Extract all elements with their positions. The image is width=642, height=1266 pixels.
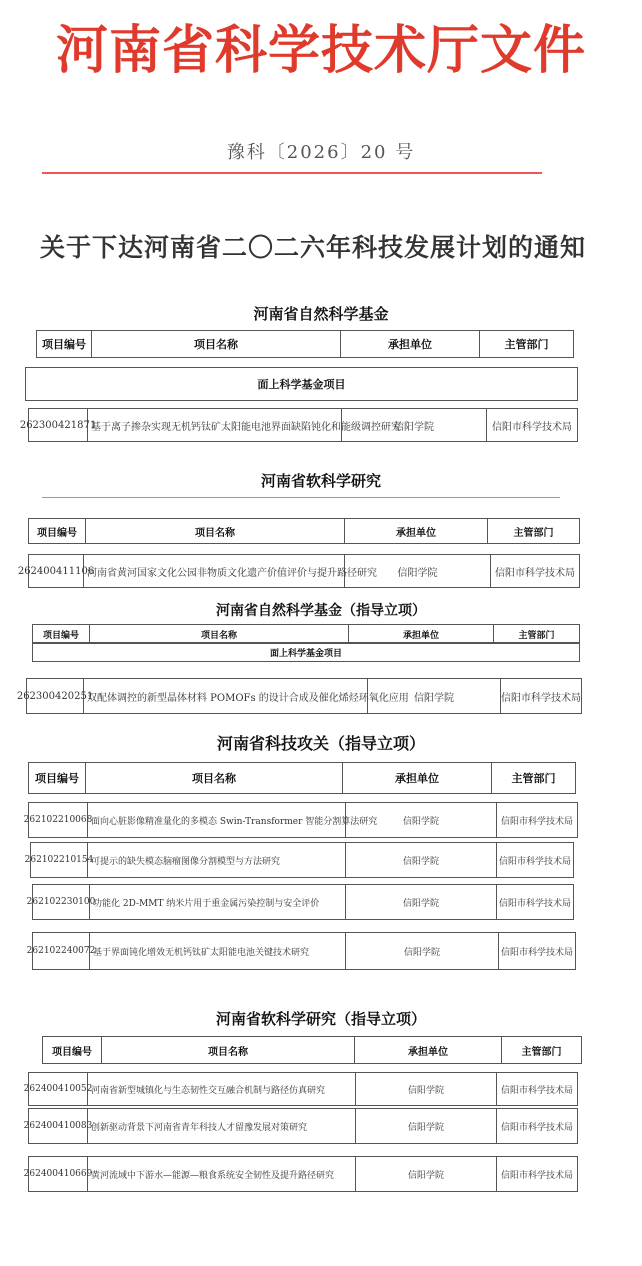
project-unit: 信阳学院 [356,1073,497,1105]
col-header-code: 项目编号 [29,519,86,543]
col-header-code: 项目编号 [29,763,86,793]
col-header-code: 项目编号 [37,331,92,357]
section-title: 河南省自然科学基金 [253,305,389,323]
project-name: 基于界面钝化增效无机钙钛矿太阳能电池关键技术研究 [90,933,346,969]
table-row [23,1156,578,1192]
notice-title: 关于下达河南省二〇二六年科技发展计划的通知 [40,233,587,262]
project-unit: 信阳学院 [346,803,497,837]
agency-title: 河南省科学技术厅文件 [55,21,586,81]
col-header-unit: 承担单位 [345,519,488,543]
section-title: 河南省软科学研究（指导立项） [215,1010,426,1028]
project-name: 功能化 2D-MMT 纳米片用于重金属污染控制与安全评价 [90,885,346,919]
project-code: 262300420251 [27,679,84,713]
col-header-unit: 承担单位 [341,331,480,357]
project-code: 262400410052 [29,1073,88,1105]
project-name: 河南省新型城镇化与生态韧性交互融合机制与路径仿真研究 [88,1073,356,1105]
col-header-unit: 承担单位 [355,1037,502,1063]
table-row [19,408,578,442]
project-name: 双配体调控的新型晶体材料 POMOFs 的设计合成及催化烯烃环氧化应用 [84,679,368,713]
col-header-name: 项目名称 [86,519,345,543]
table-header [36,330,574,358]
project-unit: 信阳学院 [356,1157,497,1191]
table-row [26,932,576,970]
document-number: 豫科〔2026〕20 号 [226,142,416,163]
project-dept: 信阳市科学技术局 [500,1085,573,1096]
category-band: 面上科学基金项目 [25,367,578,401]
project-unit: 信阳学院 [346,885,497,919]
section-divider [42,497,560,498]
section-title: 河南省科技攻关（指导立项） [216,734,425,753]
table-header [42,1036,582,1064]
table-row [23,1108,578,1144]
col-header-name: 项目名称 [92,331,341,357]
col-header-dept: 主管部门 [504,338,549,351]
table-row [23,1072,578,1106]
project-dept: 信阳市科学技术局 [500,947,573,958]
col-header-dept: 主管部门 [518,630,555,641]
project-unit: 信阳学院 [368,679,501,713]
col-header-unit: 承担单位 [349,625,494,643]
project-dept: 信阳市科学技术局 [498,898,571,909]
table-row [23,802,578,838]
project-code: 262102230100 [33,885,90,919]
project-name: 可提示的缺失模态脑瘤图像分割模型与方法研究 [88,843,346,877]
col-header-name: 项目名称 [90,625,349,643]
project-name: 面向心脏影像精准量化的多模态 Swin-Transformer 智能分割算法研究 [88,803,346,837]
project-name: 黄河流域中下游水—能源—粮食系统安全韧性及提升路径研究 [88,1157,356,1191]
section-title: 河南省自然科学基金（指导立项） [216,603,426,619]
project-name: 河南省黄河国家文化公园非物质文化遗产价值评价与提升路径研究 [84,555,345,587]
project-code: 262102210068 [29,803,88,837]
project-dept: 信阳市科学技术局 [500,1170,573,1181]
project-code: 262400410669 [29,1157,88,1191]
table-header [28,762,576,794]
project-unit: 信阳学院 [346,843,497,877]
category-band: 面上科学基金项目 [32,642,580,662]
col-header-code: 项目编号 [43,1037,102,1063]
table-header [32,624,580,644]
project-dept: 信阳市科学技术局 [500,1122,573,1133]
col-header-dept: 主管部门 [521,1046,562,1058]
col-header-unit: 承担单位 [343,763,492,793]
table-row [26,884,574,920]
project-unit: 信阳学院 [356,1109,497,1143]
project-dept: 信阳市科学技术局 [498,856,571,867]
project-dept: 信阳市科学技术局 [492,421,572,433]
table-row [16,678,582,714]
project-name: 基于离子掺杂实现无机钙钛矿太阳能电池界面缺陷钝化和能级调控研究 [88,409,342,441]
col-header-dept: 主管部门 [511,772,556,785]
project-code: 262400410083 [29,1109,88,1143]
table-row [17,554,580,588]
project-dept: 信阳市科学技术局 [495,567,575,579]
project-dept: 信阳市科学技术局 [501,692,581,704]
col-header-code: 项目编号 [33,625,90,643]
col-header-dept: 主管部门 [513,527,554,539]
project-code: 262102240072 [33,933,90,969]
project-code: 262400411106 [29,555,84,587]
project-dept: 信阳市科学技术局 [500,816,573,827]
project-unit: 信阳学院 [346,933,499,969]
col-header-name: 项目名称 [86,763,343,793]
table-header [28,518,580,544]
table-row [24,842,574,878]
section-title: 河南省软科学研究 [260,472,381,490]
red-divider [42,172,542,174]
project-code: 262300421871 [29,409,88,441]
project-code: 262102210154 [31,843,88,877]
project-name: 创新驱动背景下河南省青年科技人才留豫发展对策研究 [88,1109,356,1143]
col-header-name: 项目名称 [102,1037,355,1063]
project-unit: 信阳学院 [345,555,491,587]
project-unit: 信阳学院 [342,409,487,441]
